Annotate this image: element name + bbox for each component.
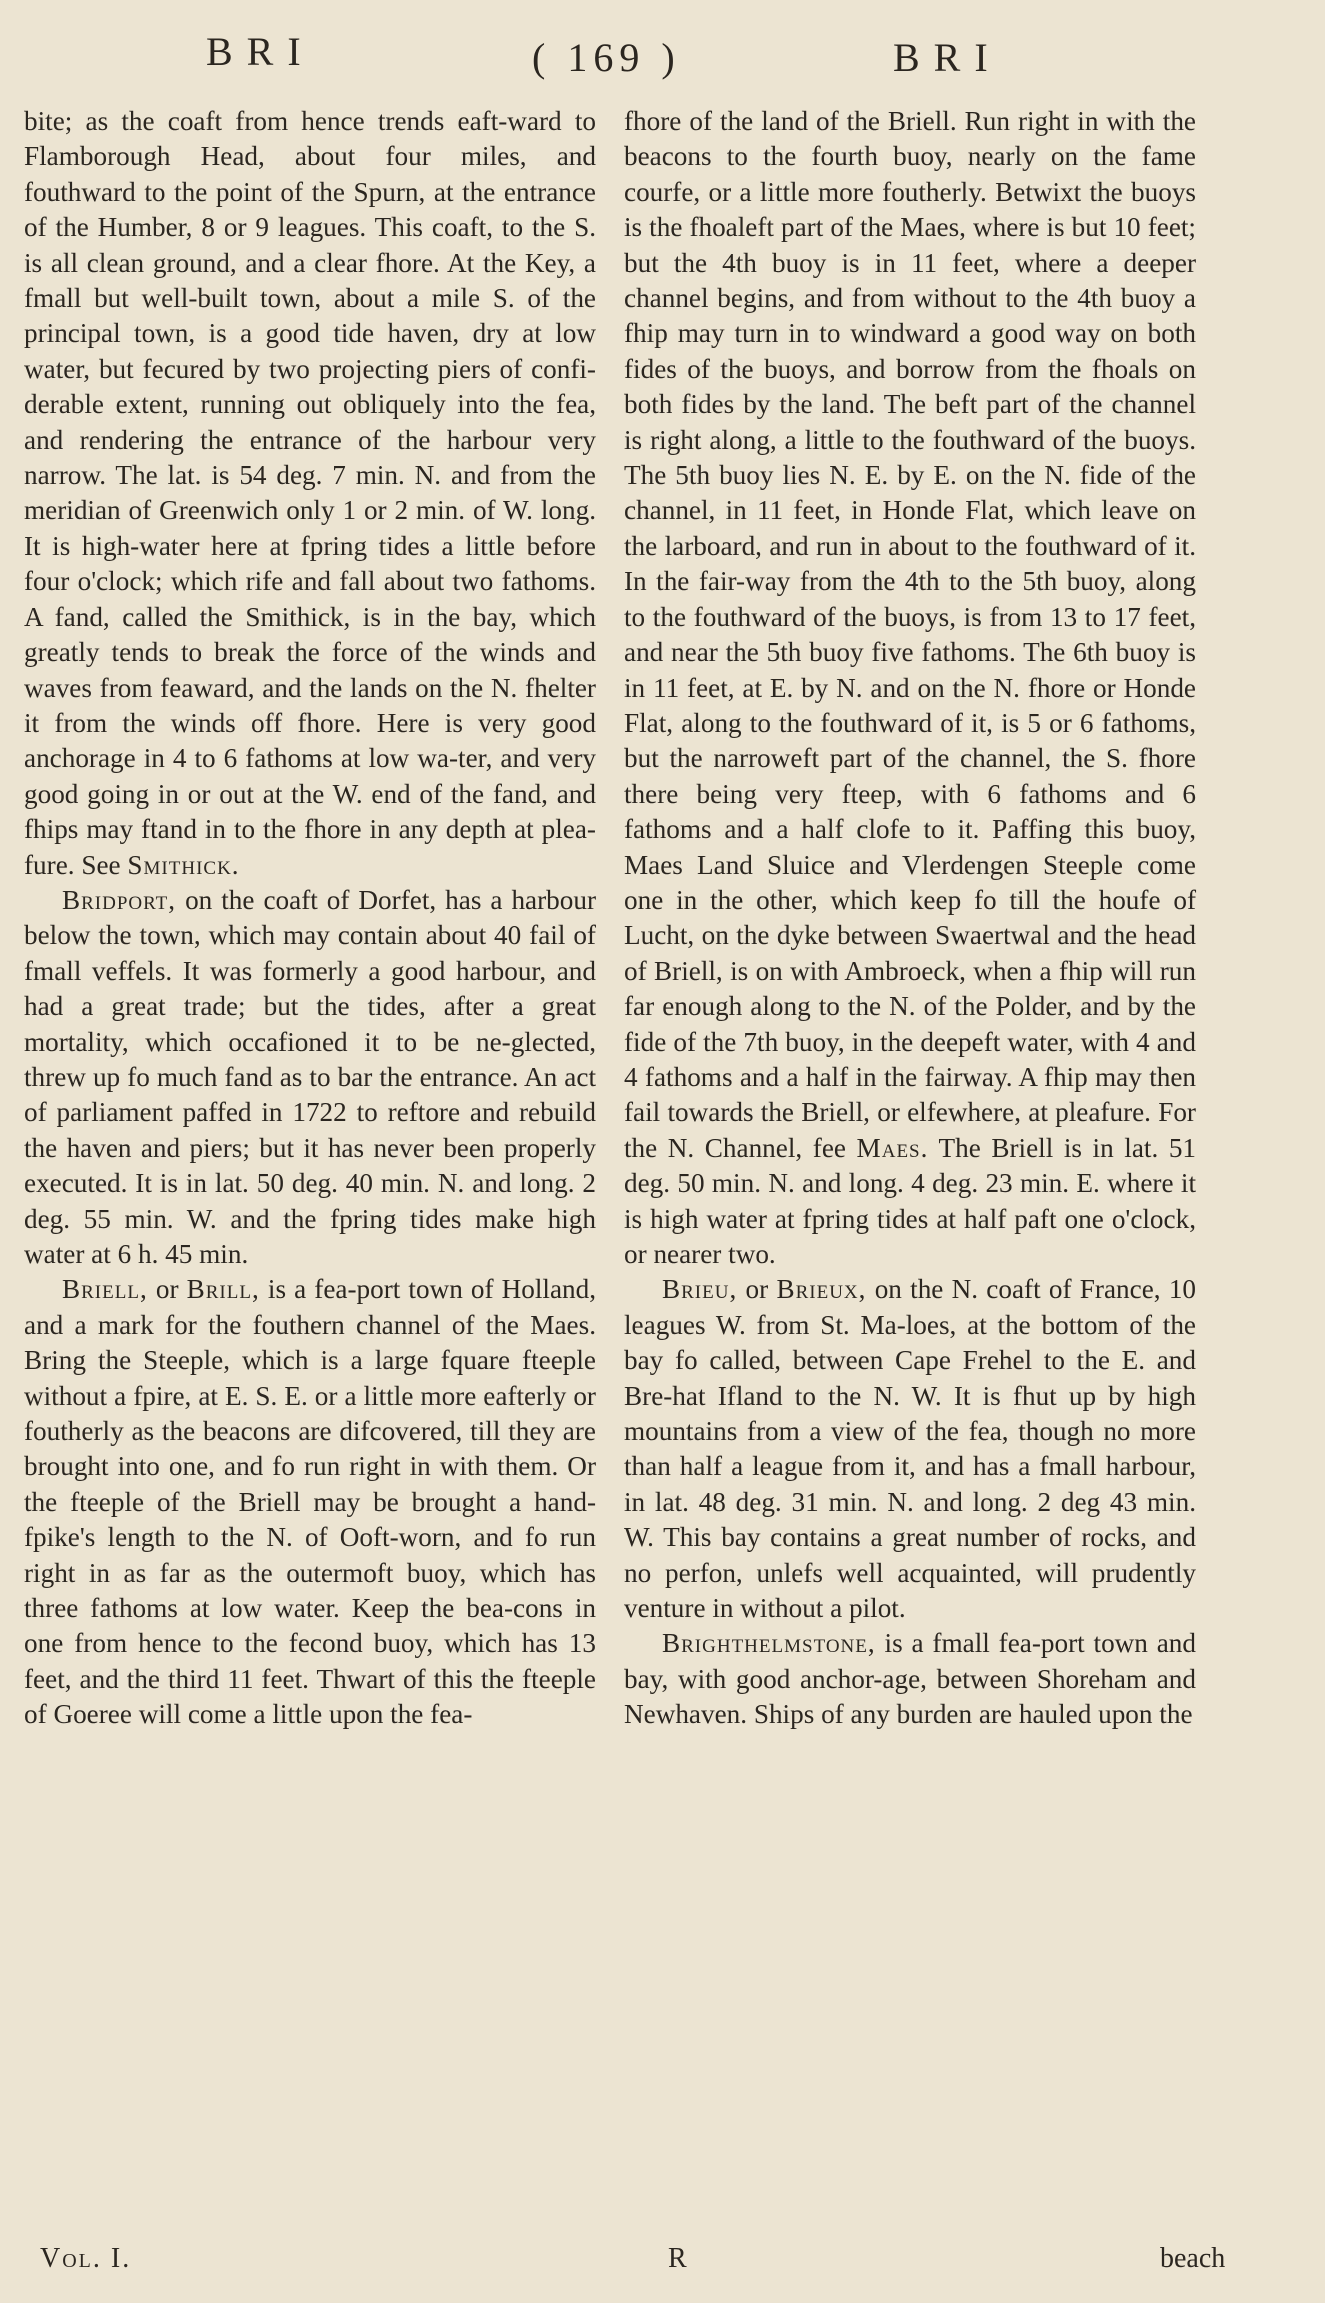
entry-headword: Briell, xyxy=(62,1274,148,1305)
header-right-word: BRI xyxy=(893,35,1002,80)
entry-headword: Bridport, xyxy=(62,884,177,915)
left-column xyxy=(24,104,596,1733)
volume-mark: Vol. I. xyxy=(40,2243,132,2274)
entry-headword: Brieu, xyxy=(662,1274,738,1305)
page-footer xyxy=(0,2243,1325,2283)
entry-briell: Briell, or Brill, is a fea-port town of Holland, and a mark for the fouthern channel of the Maes. Bring the Steeple, which is a large fquare fteeple without a fpire, at E. S. E. or a little more eafterly or foutherly as the beacons are difcovered, till they are brought into one, and fo run right in with them. Or the fteeple of the Briell may be brought a hand-fpike's length to the N. of Ooft-worn, and fo run right in as far as the outermoft buoy, which has three fathoms at low water. Keep the bea-cons in one from hence to the fecond buoy, which has 13 feet, and the third 11 feet. Thwart of this the fteeple of Goeree will come a little upon the fea- xyxy=(24,1274,597,1730)
header-left-word: BRI xyxy=(206,29,315,74)
page-number: ( 169 ) xyxy=(532,35,681,80)
entry-headword: Brighthelmstone, xyxy=(662,1628,876,1659)
entry-brighthelmstone: Brighthelmstone, is a fmall fea-port town and bay, with good anchor-age, between Shoreham and Newhaven. Ships of any burden are hauled upon the xyxy=(624,1628,1196,1730)
entry-bridport: Bridport, on the coaft of Dorfet, has a harbour below the town, which may contain about 40 fail of fmall veffels. It was formerly a good harbour, and had a great trade; but the tides, after a great mortality, which occafioned it to be ne-glected, threw up fo much fand as to bar the entrance. An act of parliament paffed in 1722 to reftore and rebuild the haven and piers; but it has never been properly executed. It is in lat. 50 deg. 40 min. N. and long. 2 deg. 55 min. W. and the fpring tides make high water at 6 h. 45 min. xyxy=(24,884,597,1269)
entry-headword-variant: Brieux, xyxy=(776,1274,867,1305)
running-header xyxy=(0,22,1325,82)
cross-reference: Smithick. xyxy=(127,849,240,880)
entry-brieu: Brieu, or Brieux, on the N. coaft of France, 10 leagues W. from St. Ma-loes, at the bottom of the bay fo called, between Cape Frehel to the E. and Bre-hat Ifland to the N. W. It is fhut up by high mountains from a view of the fea, though no more than half a league from it, and has a fmall harbour, in lat. 48 deg. 31 min. N. and long. 2 deg 43 min. W. This bay contains a great number of rocks, and no perfon, unlefs well acquainted, will prudently venture in without a pilot. xyxy=(624,1274,1197,1624)
right-column xyxy=(624,104,1196,1733)
cross-reference: Maes. xyxy=(856,1132,929,1163)
entry-headword-variant: Brill, xyxy=(186,1274,260,1305)
signature-mark: R xyxy=(668,2243,687,2274)
catchword: beach xyxy=(1160,2243,1226,2274)
entry-briell-continued: fhore of the land of the Briell. Run right in with the beacons to the fourth buoy, nearly on the fame courfe, or a little more foutherly. Betwixt the buoys is the fhoaleft part of the Maes, where is but 10 feet; but the 4th buoy is in 11 feet, where a deeper channel begins, and from without to the 4th buoy a fhip may turn in to windward a good way on both fides of the buoys, and borrow from the fhoals on both fides by the land. The beft part of the channel is right along, a little to the fouthward of the buoys. The 5th buoy lies N. E. by E. on the N. fide of the channel, in 11 feet, in Honde Flat, which leave on the larboard, and run in about to the fouthward of it. In the fair-way from the 4th to the 5th buoy, along to the fouthward of the buoys, is from 13 to 17 feet, and near the 5th buoy five fathoms. The 6th buoy is in 11 feet, at E. by N. and on the N. fhore or Honde Flat, along to the fouthward of it, is 5 or 6 fathoms, but the narroweft part of the channel, the S. fhore there being very fteep, with 6 fathoms and 6 fathoms and a half clofe to it. Paffing this buoy, Maes Land Sluice and Vlerdengen Steeple come one in the other, which keep fo till the houfe of Lucht, on the dyke between Swaertwal and the head of Briell, is on with Ambroeck, when a fhip will run far enough along to the N. of the Polder, and by the fide of the 7th buoy, in the deepeft water, with 4 and 4 fathoms and a half in the fairway. A fhip may then fail towards the Briell, or elfewhere, at pleafure. For the N. Channel, fee Maes. The Briell is in lat. 51 deg. 50 min. N. and long. 4 deg. 23 min. E. where it is high water at fpring tides at half paft one o'clock, or nearer two. xyxy=(624,106,1197,1269)
entry-continuation: bite; as the coaft from hence trends eaft-ward to Flamborough Head, about four miles, and fouthward to the point of the Spurn, at the entrance of the Humber, 8 or 9 leagues. This coaft, to the S. is all clean ground, and a clear fhore. At the Key, a fmall but well-built town, about a mile S. of the principal town, is a good tide haven, dry at low water, but fecured by two projecting piers of confi-derable extent, running out obliquely into the fea, and rendering the entrance of the harbour very narrow. The lat. is 54 deg. 7 min. N. and from the meridian of Greenwich only 1 or 2 min. of W. long. It is high-water here at fpring tides a little before four o'clock; which rife and fall about two fathoms. A fand, called the Smithick, is in the bay, which greatly tends to break the force of the winds and waves from feaward, and the lands on the N. fhelter it from the winds off fhore. Here is very good anchorage in 4 to 6 fathoms at low wa-ter, and very good going in or out at the W. end of the fand, and fhips may ftand in to the fhore in any depth at plea-fure. See Smithick. xyxy=(24,106,596,880)
